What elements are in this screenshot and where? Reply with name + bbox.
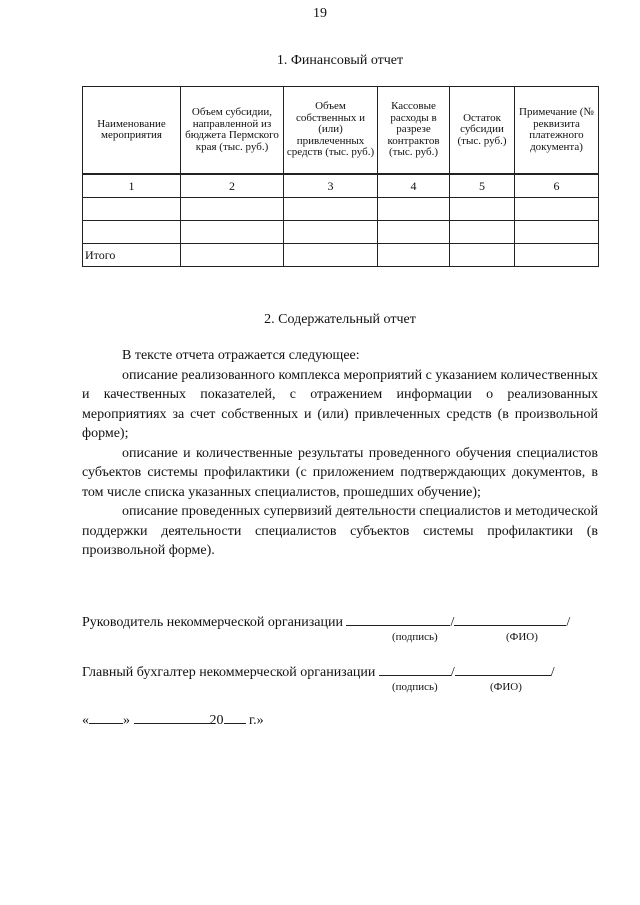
content-report-body [82, 346, 598, 561]
accountant-name-blank[interactable] [455, 661, 551, 676]
head-label: Руководитель некоммерческой организации [82, 615, 343, 630]
column-number: 5 [450, 175, 515, 198]
separator: / [450, 665, 455, 680]
column-number-row [83, 175, 599, 198]
financial-report-title: 1. Финансовый отчет [276, 53, 404, 68]
table-row [83, 198, 599, 221]
date-day-blank[interactable] [89, 709, 123, 724]
date-month-blank[interactable] [134, 709, 210, 724]
separator: / [550, 665, 555, 680]
year-suffix: г.» [249, 713, 264, 728]
date-close-quote: » [123, 713, 130, 728]
content-item: описание реализованного комплекса мероприятий с указанием количественных и качественных показателей, с отражением информации о реализованных мероприятиях за счет собственных и (или) привлеченных средств (в произвольной форме); [82, 367, 598, 441]
header-own-funds: Объем собственных и (или) привлеченных средств (тыс. руб.) [284, 87, 378, 174]
header-event-name: Наименование мероприятия [83, 87, 181, 174]
column-number: 6 [515, 175, 599, 198]
accountant-name-hint: (ФИО) [490, 681, 522, 693]
separator: / [566, 615, 571, 630]
head-name-blank[interactable] [454, 611, 566, 626]
accountant-signature-blank[interactable] [379, 661, 451, 676]
page-number: 19 [313, 6, 327, 21]
content-report-title: 2. Содержательный отчет [264, 312, 416, 327]
date-line [82, 709, 264, 729]
accountant-label: Главный бухгалтер некоммерческой организации [82, 665, 376, 680]
column-number: 3 [284, 175, 378, 198]
separator: / [450, 615, 455, 630]
total-row [83, 244, 599, 267]
head-signature-line [82, 611, 570, 631]
head-signature-blank[interactable] [346, 611, 450, 626]
header-subsidy-volume: Объем субсидии, направленной из бюджета Пермского края (тыс. руб.) [181, 87, 284, 174]
table-header-row [83, 87, 599, 174]
financial-report-table [82, 86, 599, 267]
column-number: 2 [181, 175, 284, 198]
content-intro: В тексте отчета отражается следующее: [122, 348, 360, 363]
head-signature-hint: (подпись) [392, 631, 438, 643]
column-number: 1 [83, 175, 181, 198]
header-subsidy-balance: Остаток субсидии (тыс. руб.) [450, 87, 515, 174]
table-row [83, 221, 599, 244]
head-name-hint: (ФИО) [506, 631, 538, 643]
accountant-signature-line [82, 661, 555, 681]
year-prefix: 20 [209, 713, 224, 728]
header-note: Примечание (№ реквизита платежного документа) [515, 87, 599, 174]
content-item: описание проведенных супервизий деятельности специалистов и методической поддержки деятельности специалистов субъектов системы профилактики (в произвольной форме). [82, 504, 598, 558]
date-open-quote: « [82, 713, 89, 728]
total-label: Итого [83, 244, 181, 267]
accountant-signature-hint: (подпись) [392, 681, 438, 693]
date-year-blank[interactable] [224, 709, 246, 724]
column-number: 4 [378, 175, 450, 198]
content-item: описание и количественные результаты проведенного обучения специалистов субъектов системы профилактики (с приложением подтверждающих документов, в том числе списка указанных специалистов, прошедших обучение); [82, 445, 598, 500]
header-cash-expenses: Кассовые расходы в разрезе контрактов (тыс. руб.) [378, 87, 450, 174]
